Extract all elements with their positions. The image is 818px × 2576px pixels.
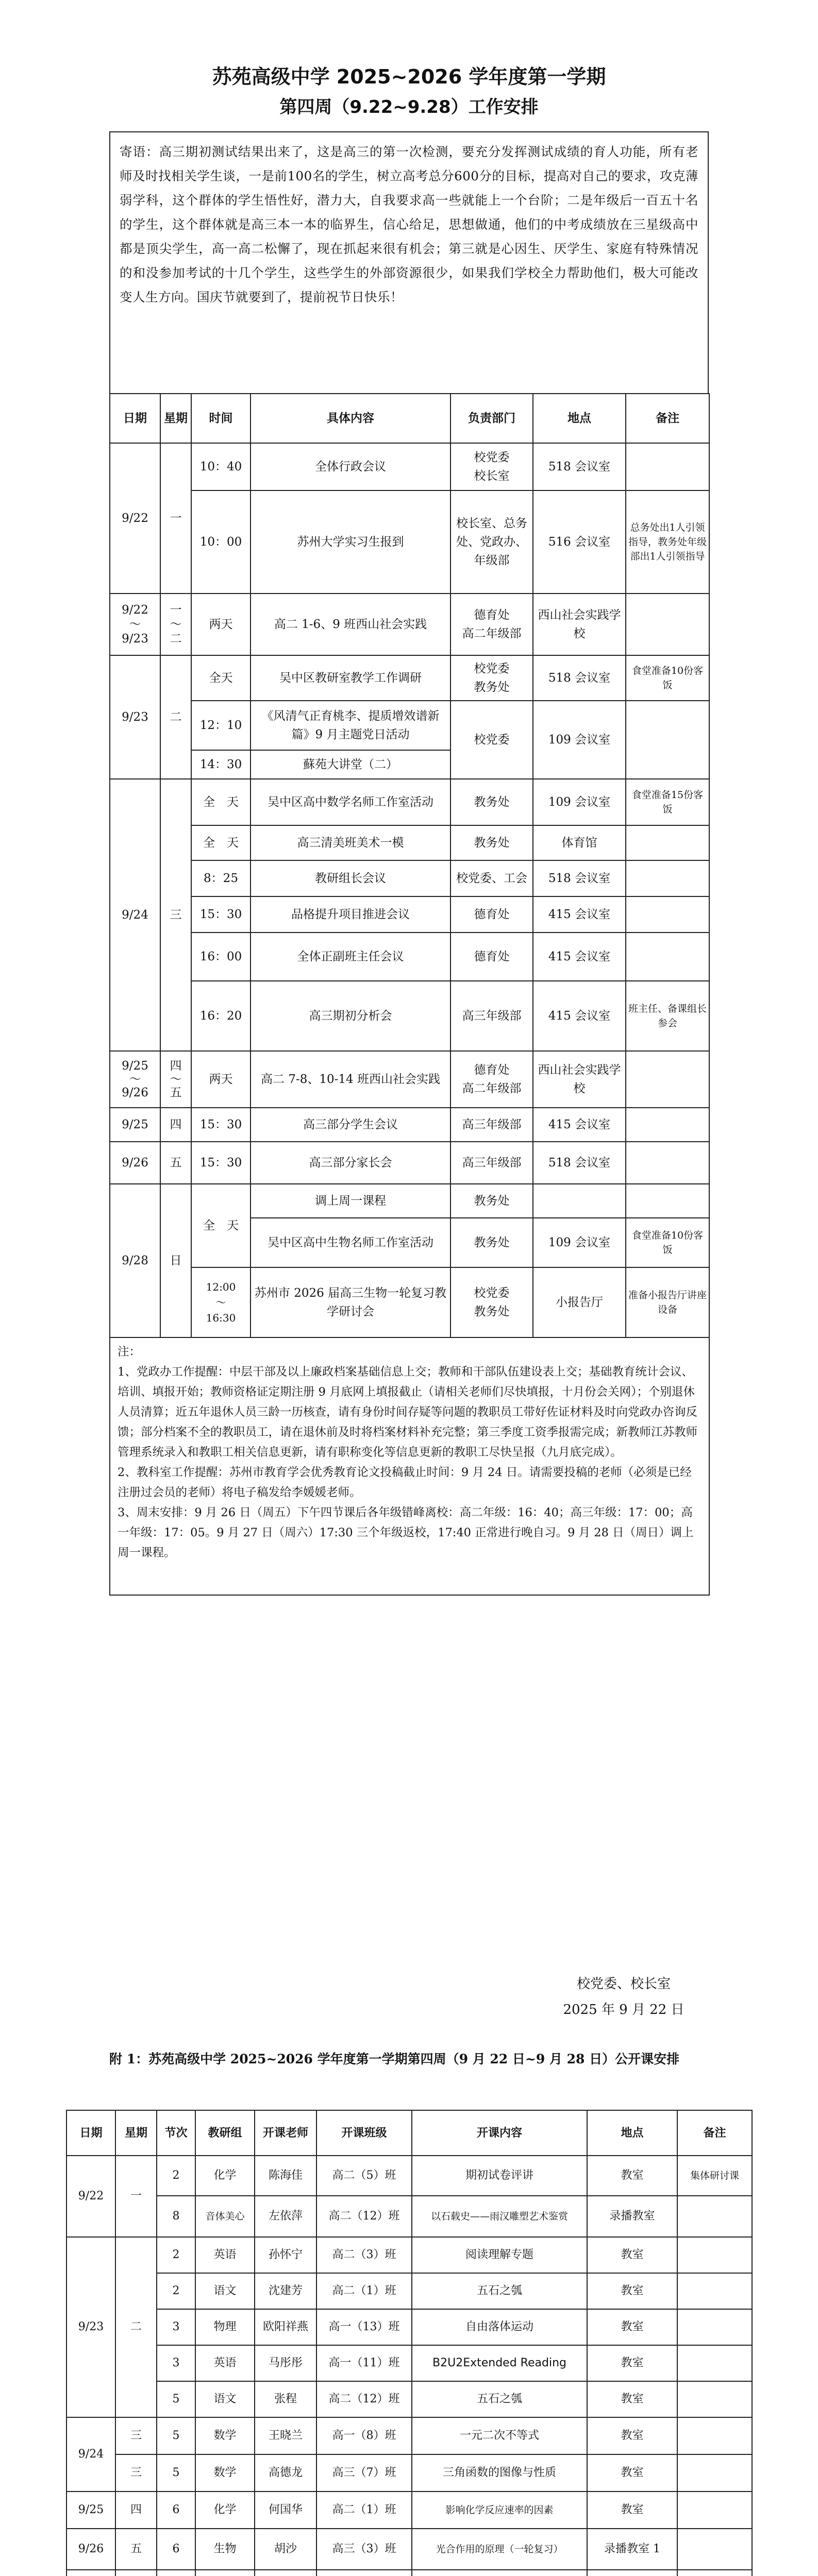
intro-message: 寄语：高三期初测试结果出来了，这是高三的第一次检测，要充分发挥测试成绩的育人功能，所有老师及时找相关学生谈，一是前100名的学生，树立高考总分600分的目标，提高对自己的要求，攻克薄弱学科，这个群体的学生悟性好，潜力大，自我要求高一些就能上一个台阶；二是年级后一百五十名的学生，这个群体就是高三本一本的临界生，信心给足，思想做通，他们的中考成绩放在三星级高中都是顶尖学生，高一高二松懈了，现在抓起来很有机会；第三就是心因生、厌学生、家庭有特殊情况的和没参加考试的十几个学生，这些学生的外部资源很少，如果我们学校全力帮助他们，极大可能改变人生方向。国庆节就要到了，提前祝节日快乐！ (109, 131, 709, 394)
group-cell: 英语 (195, 2237, 255, 2273)
place-cell: 415 会议室 (533, 933, 626, 981)
day-cell: 五 (160, 1142, 191, 1184)
table-row (110, 896, 709, 933)
table-row (66, 2237, 752, 2273)
class-cell: 高三（3）班 (316, 2529, 412, 2570)
signature-org: 校党委、校长室 (576, 1976, 671, 1992)
table-row (110, 490, 709, 594)
table-row (110, 860, 709, 896)
note-cell: 食堂准备10份客饭 (626, 1218, 709, 1267)
table-row (110, 594, 709, 655)
place-cell: 录播教室 (587, 2196, 677, 2237)
note-cell (626, 1108, 709, 1142)
content-cell: 高三清美班美术一模 (251, 825, 450, 860)
place-cell: 西山社会实践学校 (533, 594, 626, 655)
content-cell: 品格提升项目推进会议 (251, 896, 450, 933)
page-title: 苏苑高级中学 2025~2026 学年度第一学期 (212, 65, 606, 88)
place-cell: 教室 (587, 2417, 677, 2454)
note-cell (677, 2237, 752, 2273)
col-header-content: 开课内容 (412, 2110, 587, 2156)
class-cell: 高三（7）班 (316, 2454, 412, 2492)
day-cell: 一 (160, 443, 191, 594)
dept-cell: 校党委 教务处 (450, 1267, 533, 1337)
note-cell (677, 2196, 752, 2237)
place-cell: 教室 (587, 2492, 677, 2529)
content-cell: 期初试卷评讲 (412, 2156, 587, 2196)
dept-cell: 教务处 (450, 779, 533, 825)
day-cell: 一 (115, 2156, 157, 2237)
dept-cell: 校党委 (450, 701, 533, 779)
class-cell: 高一（11）班 (316, 2345, 412, 2381)
table-row (110, 1142, 709, 1184)
group-cell: 英语 (195, 2345, 255, 2381)
place-cell: 教室 (587, 2237, 677, 2273)
col-header-time: 时间 (191, 394, 251, 443)
time-cell: 全天 (191, 655, 251, 701)
dept-cell: 高三年级部 (450, 981, 533, 1051)
note-cell (626, 896, 709, 933)
group-cell: 语文 (195, 2381, 255, 2417)
time-cell: 12：10 (191, 701, 251, 750)
content-cell: 高三部分家长会 (251, 1142, 450, 1184)
note-cell (626, 933, 709, 981)
col-header-day: 星期 (115, 2110, 157, 2156)
table-row (66, 2273, 752, 2309)
period-cell (157, 2570, 195, 2576)
content-cell: 调上周一课程 (251, 1184, 450, 1218)
note-item: 3、周末安排：9 月 26 日（周五）下午四节课后各年级错峰离校：高二年级：16：40；高三年级：17：00；高一年级：17：05。9 月 27 日（周六）17:30 三个年级返校，17:40 正常进行晚自习。9 月 28 日（周日）调上周一课程。 (118, 1506, 694, 1560)
period-cell: 5 (157, 2381, 195, 2417)
class-cell: 高二（12）班 (316, 2196, 412, 2237)
date-cell: 9/22 (66, 2156, 115, 2237)
table-row (66, 2454, 752, 2492)
note-cell (677, 2345, 752, 2381)
place-cell: 109 会议室 (533, 779, 626, 825)
place-cell: 516 会议室 (533, 490, 626, 594)
place-cell: 教室 (587, 2309, 677, 2345)
place-cell: 体育馆 (533, 825, 626, 860)
dept-cell: 校党委、工会 (450, 860, 533, 896)
content-cell: 影响化学反应速率的因素 (412, 2492, 587, 2529)
content-cell: 高二 1-6、9 班西山社会实践 (251, 594, 450, 655)
group-cell: 音体美心 (195, 2196, 255, 2237)
col-header-note: 备注 (677, 2110, 752, 2156)
note-cell (677, 2492, 752, 2529)
teacher-cell: 孙怀宁 (255, 2237, 316, 2273)
time-cell: 15：30 (191, 896, 251, 933)
period-cell: 3 (157, 2345, 195, 2381)
period-cell: 2 (157, 2156, 195, 2196)
time-cell: 15：30 (191, 1142, 251, 1184)
table-row (66, 2417, 752, 2454)
table-row (110, 443, 709, 490)
note-cell (626, 1142, 709, 1184)
place-cell: 518 会议室 (533, 655, 626, 701)
class-cell: 高二（1）班 (316, 2273, 412, 2309)
content-cell: 高二 7-8、10-14 班西山社会实践 (251, 1051, 450, 1108)
dept-cell: 德育处 高二年级部 (450, 594, 533, 655)
table-row (66, 2345, 752, 2381)
class-cell: 高二（1）班 (316, 2492, 412, 2529)
content-cell: B2U2Extended Reading (412, 2345, 587, 2381)
schedule-header-row (110, 394, 709, 443)
table-row (110, 981, 709, 1051)
place-cell: 415 会议室 (533, 896, 626, 933)
place-cell: 415 会议室 (533, 981, 626, 1051)
note-cell: 总务处出1人引领指导，教务处年级部出1人引领指导 (626, 490, 709, 594)
place-cell: 西山社会实践学校 (533, 1051, 626, 1108)
dept-cell: 德育处 (450, 896, 533, 933)
content-cell: 吴中区高中生物名师工作室活动 (251, 1218, 450, 1267)
date-cell: 9/23 (110, 655, 160, 779)
class-cell (316, 2570, 412, 2576)
period-cell: 5 (157, 2417, 195, 2454)
class-cell: 高一（13）班 (316, 2309, 412, 2345)
content-cell: 蘇苑大讲堂（二） (251, 750, 450, 779)
col-header-content: 具体内容 (251, 394, 450, 443)
content-cell: 阅读理解专题 (412, 2237, 587, 2273)
day-cell: 一 ～ 二 (160, 594, 191, 655)
note-cell (626, 860, 709, 896)
signature-date: 2025 年 9 月 22 日 (563, 2002, 685, 2018)
place-cell: 教室 (587, 2381, 677, 2417)
date-cell (66, 2570, 115, 2576)
time-cell: 两天 (191, 1051, 251, 1108)
dept-cell: 校党委 校长室 (450, 443, 533, 490)
table-row (110, 701, 709, 750)
date-cell: 9/24 (66, 2417, 115, 2492)
note-cell (626, 443, 709, 490)
col-header-note: 备注 (626, 394, 709, 443)
note-cell (677, 2529, 752, 2570)
content-cell: 三角函数的图像与性质 (412, 2454, 587, 2492)
time-cell: 全 天 (191, 1184, 251, 1267)
table-row (66, 2196, 752, 2237)
note-cell (626, 1051, 709, 1108)
group-cell: 化学 (195, 2156, 255, 2196)
table-row (110, 779, 709, 825)
date-cell: 9/25 (66, 2492, 115, 2529)
col-header-date: 日期 (66, 2110, 115, 2156)
schedule-table (109, 393, 710, 1596)
group-cell: 数学 (195, 2454, 255, 2492)
table-row (110, 933, 709, 981)
table-row (110, 1184, 709, 1218)
time-cell: 15：30 (191, 1108, 251, 1142)
day-cell: 三 (160, 779, 191, 1051)
place-cell: 518 会议室 (533, 860, 626, 896)
place-cell: 录播教室 1 (587, 2529, 677, 2570)
place-cell: 109 会议室 (533, 701, 626, 779)
note-cell: 食堂准备10份客饭 (626, 655, 709, 701)
col-header-day: 星期 (160, 394, 191, 443)
content-cell: 光合作用的原理（一轮复习） (412, 2529, 587, 2570)
table-row (66, 2492, 752, 2529)
day-cell (115, 2570, 157, 2576)
place-cell: 518 会议室 (533, 443, 626, 490)
notes-row (110, 1337, 709, 1595)
content-cell: 苏州大学实习生报到 (251, 490, 450, 594)
annex1-table (66, 2110, 753, 2576)
day-cell: 四 ～ 五 (160, 1051, 191, 1108)
table-row (110, 1108, 709, 1142)
period-cell: 6 (157, 2529, 195, 2570)
place-cell (587, 2570, 677, 2576)
group-cell: 化学 (195, 2492, 255, 2529)
note-cell (677, 2309, 752, 2345)
teacher-cell: 胡沙 (255, 2529, 316, 2570)
date-cell: 9/26 (66, 2529, 115, 2570)
page-subtitle: 第四周（9.22~9.28）工作安排 (279, 97, 539, 117)
teacher-cell: 左依萍 (255, 2196, 316, 2237)
dept-cell: 校党委 教务处 (450, 655, 533, 701)
col-header-teacher: 开课老师 (255, 2110, 316, 2156)
dept-cell: 德育处 高二年级部 (450, 1051, 533, 1108)
time-cell: 全 天 (191, 779, 251, 825)
place-cell: 小报告厅 (533, 1267, 626, 1337)
content-cell: 全体行政会议 (251, 443, 450, 490)
table-row (66, 2381, 752, 2417)
content-cell: 五石之瓠 (412, 2381, 587, 2417)
group-cell: 数学 (195, 2417, 255, 2454)
time-cell: 全 天 (191, 825, 251, 860)
time-cell: 10：40 (191, 443, 251, 490)
col-header-place: 地点 (533, 394, 626, 443)
annex1-title: 附 1：苏苑高级中学 2025~2026 学年度第一学期第四周（9 月 22 日~9 月 28 日）公开课安排 (109, 2052, 680, 2066)
dept-cell: 教务处 (450, 1184, 533, 1218)
col-header-group: 教研组 (195, 2110, 255, 2156)
annex1-header-row (66, 2110, 752, 2156)
content-cell: 吴中区高中数学名师工作室活动 (251, 779, 450, 825)
content-cell: 以石载史——雨汉雕塑艺术鉴赏 (412, 2196, 587, 2237)
note-cell: 集体研讨课 (677, 2156, 752, 2196)
content-cell (412, 2570, 587, 2576)
day-cell: 二 (160, 655, 191, 779)
dept-cell: 高三年级部 (450, 1108, 533, 1142)
place-cell: 415 会议室 (533, 1108, 626, 1142)
content-cell: 自由落体运动 (412, 2309, 587, 2345)
content-cell: 高三部分学生会议 (251, 1108, 450, 1142)
table-row (66, 2570, 752, 2576)
time-cell: 12:00 ～ 16:30 (191, 1267, 251, 1337)
col-header-period: 节次 (157, 2110, 195, 2156)
time-cell: 8：25 (191, 860, 251, 896)
content-cell: 苏州市 2026 届高三生物一轮复习教学研讨会 (251, 1267, 450, 1337)
date-cell: 9/22 (110, 443, 160, 594)
place-cell: 教室 (587, 2454, 677, 2492)
group-cell: 物理 (195, 2309, 255, 2345)
table-row (66, 2529, 752, 2570)
day-cell: 四 (160, 1108, 191, 1142)
table-row (66, 2309, 752, 2345)
date-cell: 9/28 (110, 1184, 160, 1337)
time-cell: 两天 (191, 594, 251, 655)
content-cell: 一元二次不等式 (412, 2417, 587, 2454)
place-cell (533, 1184, 626, 1218)
note-cell (677, 2273, 752, 2309)
content-cell: 全体正副班主任会议 (251, 933, 450, 981)
class-cell: 高一（8）班 (316, 2417, 412, 2454)
time-cell: 14：30 (191, 750, 251, 779)
note-cell (626, 1184, 709, 1218)
dept-cell: 教务处 (450, 825, 533, 860)
content-cell: 吴中区教研室教学工作调研 (251, 655, 450, 701)
date-cell: 9/24 (110, 779, 160, 1051)
dept-cell: 高三年级部 (450, 1142, 533, 1184)
day-cell: 二 (115, 2237, 157, 2417)
period-cell: 6 (157, 2492, 195, 2529)
content-cell: 教研组长会议 (251, 860, 450, 896)
content-cell: 五石之瓠 (412, 2273, 587, 2309)
note-item: 1、党政办工作提醒：中层干部及以上廉政档案基础信息上交；教师和干部队伍建设表上交；基础教育统计会议、培训、填报开始；教师资格证定期注册 9 月底网上填报截止（请相关老师们尽快填报，十月份会关网）；个别退休人员清算；近五年退休人员三龄一历核查，请有身份时间存疑等问题的教职员工带好佐证材料及时向党政办咨询反馈；部分档案不全的教职员工，请在退休前及时将档案材料补充完整；第三季度工资季报需完成；新教师江苏教师管理系统录入和教职工相关信息更新，请有职称变化等信息更新的教职工尽快呈报（九月底完成）。 (118, 1365, 698, 1459)
table-row (110, 825, 709, 860)
notes-heading: 注： (118, 1345, 141, 1359)
date-cell: 9/25 (110, 1108, 160, 1142)
content-cell: 《风清气正育桃李、提质增效谱新篇》9 月主题党日活动 (251, 701, 450, 750)
table-row (110, 1267, 709, 1337)
dept-cell: 校长室、总务处、党政办、年级部 (450, 490, 533, 594)
col-header-date: 日期 (110, 394, 160, 443)
period-cell: 3 (157, 2309, 195, 2345)
day-cell: 五 (115, 2529, 157, 2570)
note-cell: 食堂准备15份客饭 (626, 779, 709, 825)
period-cell: 2 (157, 2237, 195, 2273)
group-cell: 生物 (195, 2529, 255, 2570)
group-cell (195, 2570, 255, 2576)
date-cell: 9/26 (110, 1142, 160, 1184)
teacher-cell: 高德龙 (255, 2454, 316, 2492)
teacher-cell: 王晓兰 (255, 2417, 316, 2454)
note-cell (626, 594, 709, 655)
time-cell: 16：00 (191, 933, 251, 981)
class-cell: 高二（3）班 (316, 2237, 412, 2273)
note-cell (626, 701, 709, 779)
place-cell: 518 会议室 (533, 1142, 626, 1184)
table-row (110, 1051, 709, 1108)
note-cell (677, 2417, 752, 2454)
note-cell: 班主任、备课组长参会 (626, 981, 709, 1051)
place-cell: 教室 (587, 2273, 677, 2309)
day-cell: 四 (115, 2492, 157, 2529)
teacher-cell: 陈海佳 (255, 2156, 316, 2196)
period-cell: 5 (157, 2454, 195, 2492)
time-cell: 16：20 (191, 981, 251, 1051)
teacher-cell: 张程 (255, 2381, 316, 2417)
note-cell: 准备小报告厅讲座设备 (626, 1267, 709, 1337)
period-cell: 2 (157, 2273, 195, 2309)
group-cell: 语文 (195, 2273, 255, 2309)
note-cell (626, 825, 709, 860)
table-row (66, 2156, 752, 2196)
note-item: 2、教科室工作提醒：苏州市教育学会优秀教育论文投稿截止时间：9 月 24 日。请需要投稿的老师（必须是已经注册过会员的老师）将电子稿发给李媛媛老师。 (118, 1466, 692, 1499)
date-cell: 9/22 ～ 9/23 (110, 594, 160, 655)
content-cell: 高三期初分析会 (251, 981, 450, 1051)
date-cell: 9/23 (66, 2237, 115, 2417)
dept-cell: 教务处 (450, 1218, 533, 1267)
teacher-cell: 沈建芳 (255, 2273, 316, 2309)
day-cell: 三 (115, 2454, 157, 2492)
class-cell: 高二（5）班 (316, 2156, 412, 2196)
col-header-place: 地点 (587, 2110, 677, 2156)
teacher-cell (255, 2570, 316, 2576)
place-cell: 教室 (587, 2156, 677, 2196)
class-cell: 高二（12）班 (316, 2381, 412, 2417)
place-cell: 109 会议室 (533, 1218, 626, 1267)
note-cell (677, 2454, 752, 2492)
period-cell: 8 (157, 2196, 195, 2237)
note-cell (677, 2570, 752, 2576)
dept-cell: 德育处 (450, 933, 533, 981)
teacher-cell: 何国华 (255, 2492, 316, 2529)
day-cell: 三 (115, 2417, 157, 2454)
teacher-cell: 欧阳祥燕 (255, 2309, 316, 2345)
day-cell: 日 (160, 1184, 191, 1337)
notes-cell (110, 1337, 709, 1595)
note-cell (677, 2381, 752, 2417)
time-cell: 10：00 (191, 490, 251, 594)
date-cell: 9/25 ～ 9/26 (110, 1051, 160, 1108)
place-cell: 教室 (587, 2345, 677, 2381)
teacher-cell: 马彤彤 (255, 2345, 316, 2381)
table-row (110, 655, 709, 701)
col-header-dept: 负责部门 (450, 394, 533, 443)
col-header-class: 开课班级 (316, 2110, 412, 2156)
